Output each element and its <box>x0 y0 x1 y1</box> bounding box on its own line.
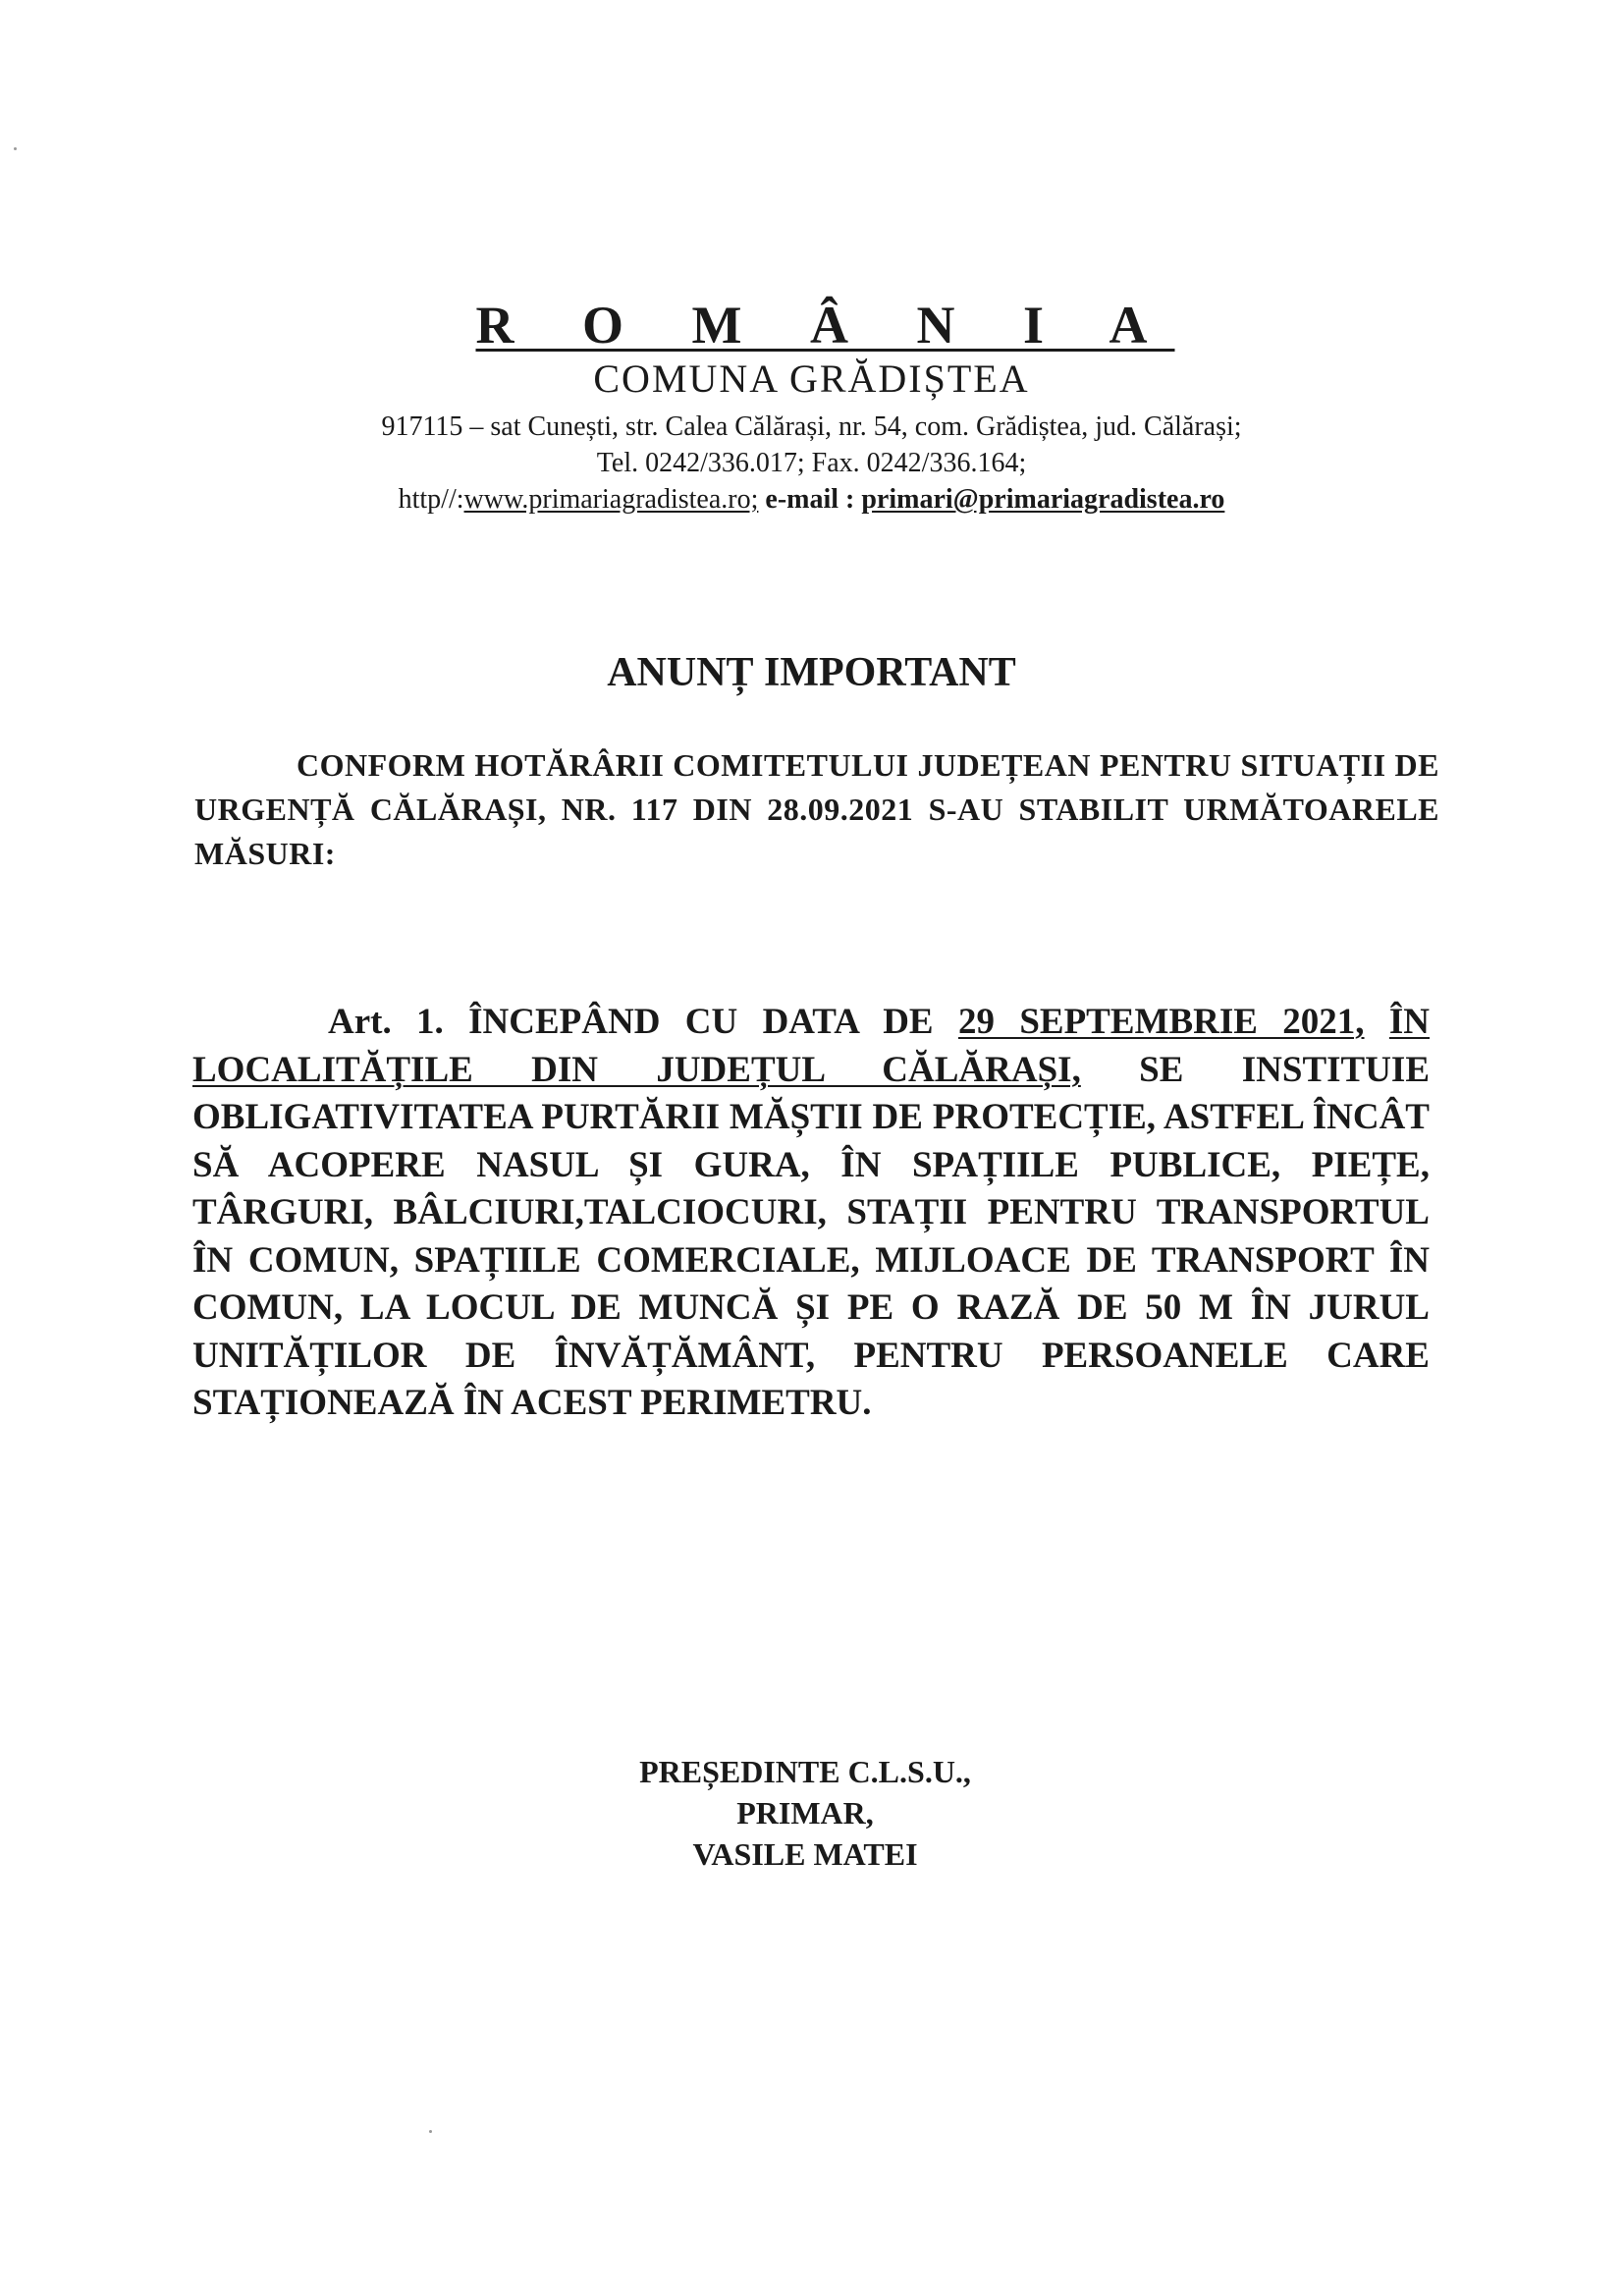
commune-name: COMUNA GRĂDIȘTEA <box>593 356 1030 401</box>
web-prefix: http//: <box>398 484 464 515</box>
intro-text: CONFORM HOTĂRÂRII COMITETULUI JUDEȚEAN PENTRU SITUAȚII DE URGENȚĂ CĂLĂRAȘI, NR. 117 DIN 28.09.2021 S-AU STABILIT URMĂTOARELE MĂSURI: <box>194 747 1439 871</box>
article-date: 29 SEPTEMBRIE 2021, <box>957 1002 1365 1042</box>
contact-line <box>0 483 1623 517</box>
country-name: R O M Â N I A <box>475 296 1175 355</box>
website-link[interactable]: www.primariagradistea.ro; <box>463 484 759 515</box>
email-link[interactable]: primari@primariagradistea.ro <box>861 484 1225 515</box>
signature-role-president: PREȘEDINTE C.L.S.U., <box>639 1754 971 1789</box>
article-locality: ÎN LOCALITĂȚILE DIN JUDEȚUL CĂLĂRAȘI, <box>192 1002 1431 1090</box>
announcement-title: ANUNȚ IMPORTANT <box>607 650 1016 695</box>
scan-speck <box>429 2130 432 2133</box>
scan-speck <box>14 147 17 150</box>
signature-name: VASILE MATEI <box>692 1836 918 1872</box>
signature-role-mayor: PRIMAR, <box>736 1795 874 1831</box>
address-line: 917115 – sat Cunești, str. Calea Călărași, nr. 54, com. Grădiștea, jud. Călărași; <box>381 411 1242 442</box>
email-label: e-mail : <box>765 484 862 515</box>
article-1 <box>192 999 1430 1428</box>
article-body: SE INSTITUIE OBLIGATIVITATEA PURTĂRII MĂȘTII DE PROTECȚIE, ASTFEL ÎNCÂT SĂ ACOPERE NASUL ȘI GURA, ÎN SPAȚIILE PUBLICE, PIEȚE, TÂRGURI, BÂLCIURI,TALCIOCURI, STAȚII PENTRU TRANSPORTUL ÎN COMUN, SPAȚIILE COMERCIALE, MIJLOACE DE TRANSPORT ÎN COMUN, LA LOCUL DE MUNCĂ ȘI PE O RAZĂ DE 50 M ÎN JURUL UNITĂȚILOR DE ÎNVĂȚĂMÂNT, PENTRU PERSOANELE CARE STAȚIONEAZĂ ÎN ACEST PERIMETRU. <box>192 1049 1431 1423</box>
article-lead: Art. 1. ÎNCEPÂND CU DATA DE <box>328 1002 958 1042</box>
country-heading <box>0 295 1623 355</box>
announcement-intro <box>194 743 1439 876</box>
phone-fax-line: Tel. 0242/336.017; Fax. 0242/336.164; <box>596 448 1027 478</box>
